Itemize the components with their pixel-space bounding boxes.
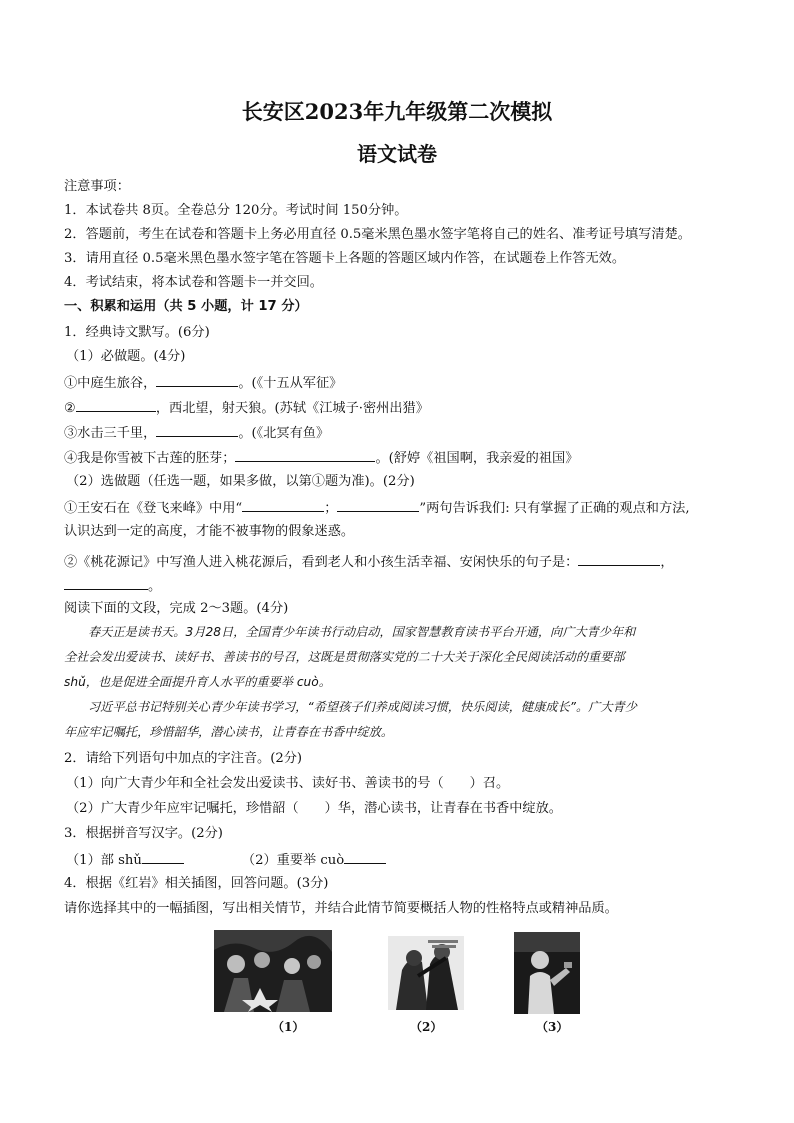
passage-p2-line2: 年应牢记嘱托，珍惜韶华，潜心读书，让青春在书香中绽放。 — [64, 725, 394, 739]
q3-a: （1）部 shǔ — [66, 853, 142, 868]
illustration-1-label: （1） — [272, 1020, 305, 1034]
q1-line1-pre: ①中庭生旅谷， — [64, 376, 157, 391]
q2-a-pre: （1）向广大青少年和全社会发出爱读书、读好书、善读书的号（ — [66, 776, 444, 791]
answer-blank[interactable] — [64, 576, 148, 590]
illustration-3-label: （3） — [536, 1020, 569, 1034]
q1-line3-post: 。(《北冥有鱼》 — [238, 426, 330, 441]
q1-opt2-line2 — [64, 576, 161, 596]
q1-opt1-mid: ； — [324, 501, 338, 516]
answer-blank[interactable] — [337, 498, 419, 512]
answer-blank[interactable] — [235, 448, 375, 462]
q1-opt2-line2-post: 。 — [148, 579, 162, 594]
notes-heading: 注意事项： — [64, 179, 130, 194]
q1-stem: 1．经典诗文默写。(6分) — [64, 325, 210, 340]
q1-line3 — [64, 423, 329, 443]
q1-opt1-post: ”两句告诉我们: 只有掌握了正确的观点和方法, — [419, 501, 690, 516]
q1-line2-pre: ② — [64, 401, 76, 416]
q1-opt2-pre: ②《桃花源记》中写渔人进入桃花源后，看到老人和小孩生活幸福、安闲快乐的句子是： — [64, 555, 579, 570]
q2-b-pre: （2）广大青少年应牢记嘱托，珍惜韶（ — [66, 801, 299, 816]
notes-item-4: 4．考试结束，将本试卷和答题卡一并交回。 — [64, 275, 323, 290]
q3-items — [66, 850, 386, 870]
answer-blank[interactable] — [156, 373, 238, 387]
illustration-3-image — [514, 932, 580, 1014]
section1-heading: 一、积累和运用（共 5 小题，计 17 分） — [64, 299, 308, 314]
q1-opt1 — [64, 498, 690, 518]
answer-blank[interactable] — [156, 423, 238, 437]
illustration-2-image — [388, 936, 464, 1010]
q1-line3-pre: ③水击三千里， — [64, 426, 157, 441]
passage-p2-line1: 习近平总书记特别关心青少年读书学习，“希望孩子们养成阅读习惯，快乐阅读，健康成长”。广大青少 — [88, 700, 637, 714]
q2-stem: 2．请给下列语句中加点的字注音。(2分) — [64, 751, 303, 766]
q1-part1: （1）必做题。(4分) — [66, 349, 186, 364]
q1-opt1-pre: ①王安石在《登飞来峰》中用“ — [64, 501, 243, 516]
answer-blank[interactable] — [242, 498, 324, 512]
exam-subtitle: 语文试卷 — [357, 142, 437, 166]
q1-line4-pre: ④我是你雪被下古莲的胚芽； — [64, 451, 236, 466]
notes-item-1: 1．本试卷共 8页。全卷总分 120分。考试时间 150分钟。 — [64, 203, 408, 218]
q2-b — [66, 800, 562, 818]
q1-line4-post: 。(舒婷《祖国啊，我亲爱的祖国》 — [375, 451, 579, 466]
q2-b-post: ）华，潜心读书，让青春在书香中绽放。 — [324, 801, 562, 816]
illustration-2-label: （2） — [410, 1020, 443, 1034]
q1-opt2-post: ， — [660, 555, 674, 570]
q3-stem: 3．根据拼音写汉字。(2分) — [64, 826, 223, 841]
q2-a — [66, 775, 509, 793]
passage-p1-line2: 全社会发出爱读书、读好书、善读书的号召，这既是贯彻落实党的二十大关于深化全民阅读活动的重要部 — [64, 650, 625, 664]
q4-instruction: 请你选择其中的一幅插图，写出相关情节，并结合此情节简要概括人物的性格特点或精神品质。 — [64, 901, 618, 916]
q1-line1-post: 。(《十五从军征》 — [238, 376, 343, 391]
illustrations — [214, 930, 586, 1035]
q3-b: （2）重要举 cuò — [241, 853, 345, 868]
q1-opt2 — [64, 552, 674, 572]
answer-blank[interactable] — [142, 850, 184, 864]
answer-blank[interactable] — [76, 398, 156, 412]
passage-p1-line1: 春天正是读书天。3月28日，全国青少年读书行动启动，国家智慧教育读书平台开通，向广大青少年和 — [88, 625, 636, 639]
q1-line2 — [64, 398, 429, 418]
q2-a-post: ）召。 — [469, 776, 510, 791]
exam-title: 长安区2023年九年级第二次模拟 — [241, 99, 553, 124]
answer-blank[interactable] — [578, 552, 660, 566]
q1-opt1-line2: 认识达到一定的高度，才能不被事物的假象迷惑。 — [64, 524, 355, 539]
q4-stem: 4．根据《红岩》相关插图，回答问题。(3分) — [64, 876, 329, 891]
q1-line1 — [64, 373, 342, 393]
answer-blank[interactable] — [344, 850, 386, 864]
reading-intro: 阅读下面的文段，完成 2～3题。(4分) — [64, 601, 289, 616]
passage-p1-line3: shǔ，也是促进全面提升育人水平的重要举 cuò。 — [64, 675, 331, 689]
notes-item-3: 3．请用直径 0.5毫米黑色墨水签字笔在答题卡上各题的答题区域内作答，在试题卷上作答无效。 — [64, 251, 626, 266]
q1-line4 — [64, 448, 578, 468]
q1-part2: （2）选做题（任选一题，如果多做，以第①题为准)。(2分) — [66, 474, 415, 489]
notes-item-2: 2．答题前，考生在试卷和答题卡上务必用直径 0.5毫米黑色墨水签字笔将自己的姓名、准考证号填写清楚。 — [64, 227, 691, 242]
illustration-1-image — [214, 930, 332, 1012]
q1-line2-post: ，西北望，射天狼。(苏轼《江城子·密州出猎》 — [155, 401, 429, 416]
